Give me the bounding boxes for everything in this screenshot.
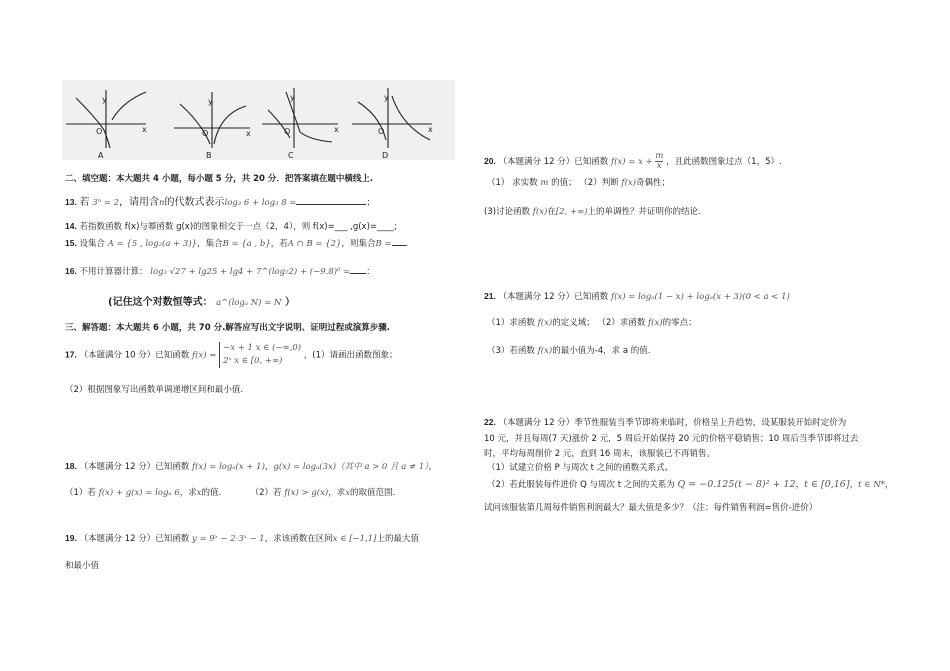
question-21 <box>484 290 790 302</box>
q15-set-a: A = {5 , log₂(a + 3)} <box>107 239 198 249</box>
q22-p2-c: ， <box>849 480 859 490</box>
q22-p2-b: ， <box>795 480 805 490</box>
q18-p2-ineq: f(x) > g(x) <box>284 488 329 498</box>
q21-fx-2: f(x) <box>648 318 663 328</box>
q20-p3-c: 上的单调性？并证明你的结论. <box>587 207 701 217</box>
question-number: 14. <box>65 221 77 231</box>
q18-text-d: ， <box>428 462 437 472</box>
option-label-b: B <box>206 151 212 160</box>
q21-p1-b: 的定义域； （2）求函数 <box>552 318 646 328</box>
question-number: 22. <box>484 417 496 427</box>
question-20 <box>484 152 782 171</box>
q22-t-range: t ∈ [0,16] <box>804 479 850 490</box>
q15-text-b: ，集合 <box>197 239 223 249</box>
note-formula: a^(logₐ N) = N <box>216 298 282 308</box>
q18-text-a: （本题满分 12 分）已知函数 <box>79 462 190 472</box>
q15-text-c: ，若 <box>270 239 288 249</box>
answer-blank <box>296 196 366 205</box>
q13-text-a: 若 <box>79 197 90 208</box>
option-label-c: C <box>288 151 294 160</box>
q18-p1-x: x <box>196 488 202 498</box>
option-label-a: A <box>98 151 104 160</box>
q22-p2-a: （2）若此服装每件进价 Q 与周次 t 之间的关系为 <box>487 480 675 490</box>
q13-text-c: 的代数式表示 <box>164 197 225 208</box>
q20-interval: [2, +∞) <box>555 207 588 217</box>
section-3-heading: 三、解答题：本大题共 6 小题，共 70 分.解答应写出文字说明、证明过程或演算步骤. <box>65 323 391 333</box>
q20-numerator: m <box>655 151 664 161</box>
q17-function: f(x) = <box>191 350 217 361</box>
x-axis-label-d: x <box>428 125 433 134</box>
q22-line-6: 试问该服装第几周每件销售利润最大？最大值是多少？（注：每件销售利润=售价-进价） <box>484 503 818 513</box>
note-text-b: ） <box>284 297 295 308</box>
q18-p2-x: x <box>345 488 351 498</box>
x-axis-label-a: x <box>142 125 147 134</box>
q18-p1-b: ，求 <box>179 488 197 498</box>
q18-text-b: ， <box>264 462 274 472</box>
q21-parts <box>487 316 697 328</box>
q16-text: 不用计算器计算： <box>79 267 148 277</box>
question-number: 13. <box>65 197 77 207</box>
q18-p1-c: 的值. <box>201 488 222 498</box>
y-axis-label-d: y <box>384 93 389 102</box>
q17-case-1: −x + 1 x ∈ (−∞,0) <box>223 343 302 353</box>
q20-part-3 <box>484 205 701 217</box>
note-text-a: (记住这个对数恒等式： <box>108 297 213 308</box>
question-16 <box>65 265 375 277</box>
answer-blank <box>350 265 366 274</box>
y-axis-label-a: y <box>102 95 107 104</box>
q22-t-natural: t ∈ N* <box>858 480 885 490</box>
question-number: 18. <box>65 461 77 471</box>
q17-text-b: ，(1）请画出函数图象； <box>303 350 398 361</box>
q21-function: f(x) = logₐ(1 − x) + logₐ(x + 3)(0 < a < 1) <box>610 292 790 302</box>
q20-parts <box>487 176 670 188</box>
section-2-heading: 二、填空题：本大题共 4 小题，每小题 5 分，共 20 分．把答案填在题中横线上. <box>65 174 374 184</box>
q22-line-4: （1）试建立价格 P 与周次 t 之间的函数关系式。 <box>487 463 674 473</box>
question-number: 17. <box>65 349 77 360</box>
y-axis-label-b: y <box>208 97 213 106</box>
x-axis-label-c: x <box>334 125 339 134</box>
question-number: 15. <box>65 238 77 248</box>
q20-function: f(x) = x + <box>610 157 653 167</box>
question-number: 19. <box>65 533 77 543</box>
origin-label-c: O <box>284 127 291 136</box>
q20-p1-a: （1） 求实数 <box>487 178 538 188</box>
question-18 <box>65 460 437 472</box>
question-17 <box>65 342 398 368</box>
q18-parts <box>65 486 395 498</box>
q18-p1-eq: f(x) + g(x) = logₐ 6 <box>98 488 180 498</box>
identity-note <box>108 293 295 308</box>
q18-p2-a: （2）若 <box>250 488 282 498</box>
q21-p3-a: （3）若函数 <box>487 346 535 356</box>
question-19 <box>65 532 419 544</box>
x-axis-label-b: x <box>246 129 251 138</box>
q18-p2-c: 的取值范围. <box>350 488 396 498</box>
q15-condition: A ∩ B = {2} <box>287 239 342 249</box>
q22-line-1: （本题满分 12 分）季节性服装当季节即将来临时，价格呈上升趋势，设某服装开始时定价为 <box>498 418 847 428</box>
y-axis-label-c: y <box>290 93 295 102</box>
q21-p3-b: 的最小值为-4，求 a 的值. <box>552 346 651 356</box>
q14-text: 若指数函数 f(x)与幂函数 g(x)的图象相交于一点（2，4），则 f(x)=___ ,g(x)=____; <box>79 222 397 232</box>
q18-g: g(x) = logₐ(3x) <box>273 462 337 472</box>
q19-function: y = 9ˣ − 2·3ˣ − 1 <box>191 534 265 544</box>
q20-m: m <box>540 178 549 188</box>
q15-end: . <box>405 239 409 249</box>
q17-text-a: （本题满分 10 分）已知函数 <box>79 350 190 361</box>
question-15 <box>65 237 408 249</box>
question-14 <box>65 220 397 232</box>
q17-part-2: （2）根据图象写出函数单调递增区间和最小值. <box>65 385 244 395</box>
q17-piecewise <box>219 342 301 368</box>
q22-p2-d: ， <box>884 480 894 490</box>
q15-set-b-query: B = <box>375 239 392 249</box>
q15-set-b: B = {a , b} <box>222 239 271 249</box>
q20-text-a: （本题满分 12 分）已知函数 <box>498 157 609 167</box>
question-number: 20. <box>484 156 496 166</box>
q19-interval: x ∈ [−1,1] <box>332 534 377 544</box>
q15-text-d: ，则集合 <box>341 239 376 249</box>
function-graph-options-image <box>62 80 455 160</box>
q13-expression: log₃ 6 + log₃ 8 = <box>224 198 297 208</box>
q13-text-b: ，请用含 <box>119 197 160 208</box>
question-number: 16. <box>65 266 77 276</box>
q15-text-a: 设集合 <box>79 239 106 249</box>
q18-p1-a: （1）若 <box>65 488 96 498</box>
q18-f: f(x) = logₐ(x + 1) <box>191 462 265 472</box>
q20-denominator: x <box>657 161 662 171</box>
q22-line-5 <box>487 478 893 490</box>
q19-text-c: 上的最大值 <box>376 534 420 544</box>
q18-p2-b: ，求 <box>328 488 346 498</box>
q19-line-2: 和最小值 <box>65 561 100 571</box>
q21-fx: f(x) <box>537 318 553 328</box>
answer-blank <box>392 237 406 246</box>
q19-text-a: （本题满分 12 分）已知函数 <box>79 534 190 544</box>
q13-n: n <box>159 198 165 208</box>
q21-part-3 <box>487 344 651 356</box>
origin-label-a: O <box>96 127 103 136</box>
q19-text-b: ，求该函数在区间 <box>264 534 333 544</box>
question-number: 21. <box>484 291 496 301</box>
origin-label-b: O <box>202 129 209 138</box>
q13-end: ； <box>366 198 375 208</box>
q21-text-a: （本题满分 12 分）已知函数 <box>498 292 609 302</box>
q22-q-formula: Q = −0.125(t − 8)² + 12 <box>677 479 796 490</box>
question-13 <box>65 193 375 208</box>
q22-line-3: 时，平均每周削价 2 元，直到 16 周末，该服装已不再销售。 <box>484 449 716 459</box>
q20-fx: f(x) <box>621 178 636 188</box>
q22-line-2: 10 元，并且每周(7 天)涨价 2 元，5 周后开始保持 20 元的价格平稳销售；10 周后当季节即将过去 <box>484 434 859 444</box>
q20-fraction <box>655 152 663 171</box>
q21-p1-a: （1）求函数 <box>487 318 535 328</box>
question-22 <box>484 416 846 428</box>
q20-fx-2: f(x) <box>532 207 548 217</box>
q17-case-2: 2ˣ x ∈ [0, +∞) <box>223 356 283 366</box>
origin-label-d: O <box>378 127 385 136</box>
q20-p1-b: 的值； （2）判断 <box>551 178 619 188</box>
q20-p3-a: (3)讨论函数 <box>484 207 531 217</box>
q13-condition: 3ⁿ = 2 <box>92 198 120 208</box>
q18-condition: （其中 a > 0 且 a ≠ 1） <box>336 462 429 472</box>
q20-p3-b: 在 <box>547 207 556 217</box>
q21-p2-c: 的零点； <box>662 318 697 328</box>
q16-expression: log₃ √27 + lg25 + lg4 + 7^(log₇2) + (−9.8)⁰ = <box>150 267 351 277</box>
q16-end: ： <box>366 267 375 277</box>
q21-fx-3: f(x) <box>537 346 553 356</box>
q20-text-b: ，且此函数图象过点（1，5）. <box>666 157 782 167</box>
q20-p2-c: 奇偶性； <box>636 178 671 188</box>
option-label-d: D <box>382 151 389 160</box>
